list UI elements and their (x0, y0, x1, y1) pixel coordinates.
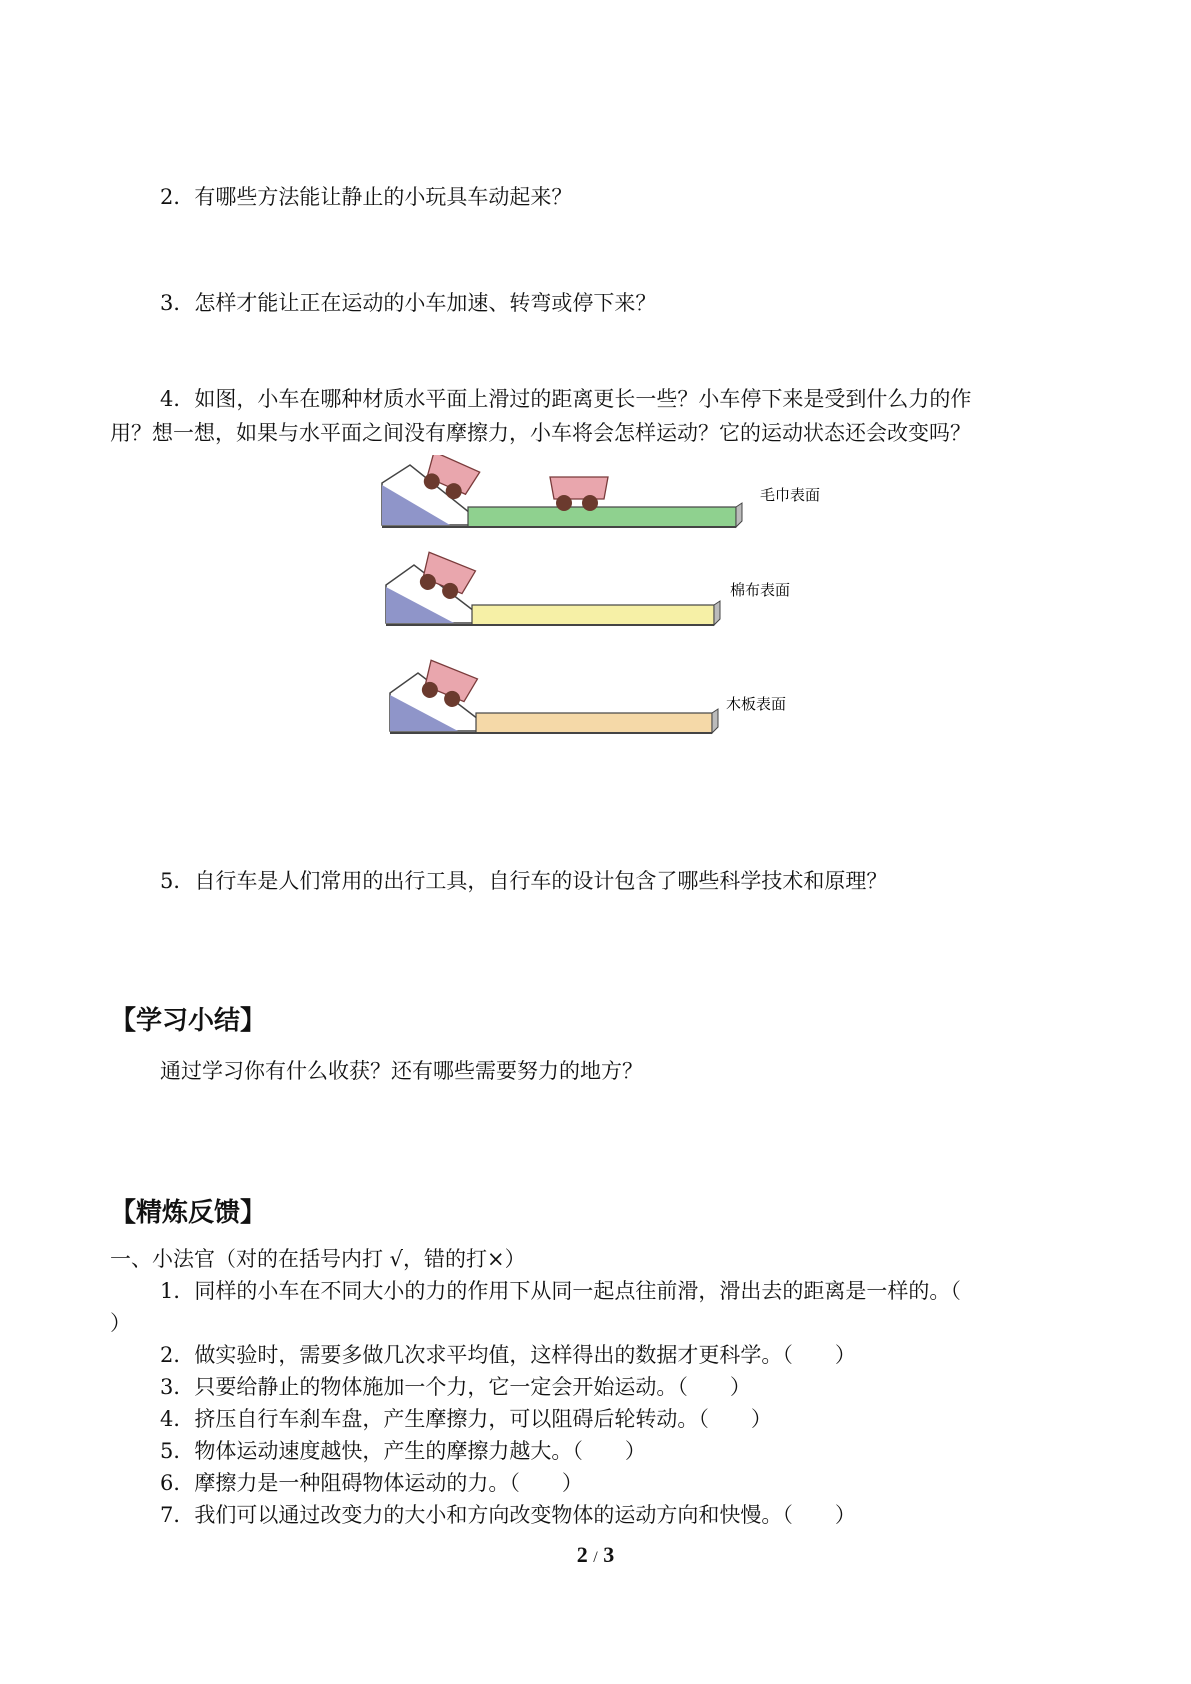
towel-surface (468, 507, 736, 527)
question-3: 3．怎样才能让正在运动的小车加速、转弯或停下来？ (160, 291, 657, 315)
question-5: 5．自行车是人们常用的出行工具，自行车的设计包含了哪些科学技术和原理？ (160, 869, 888, 893)
question-4-line-1: 4．如图，小车在哪种材质水平面上滑过的距离更长一些？小车停下来是受到什么力的作 (160, 387, 972, 411)
feedback-item: 3．只要给静止的物体施加一个力，它一定会开始运动。（ ） (160, 1375, 751, 1399)
feedback-item-1-line-2: ） (110, 1311, 131, 1335)
towel-car-stopped (550, 477, 608, 511)
cotton-label: 棉布表面 (730, 581, 791, 599)
wood-surface (476, 713, 712, 733)
total-pages: 3 (603, 1542, 615, 1567)
feedback-heading: 【精炼反馈】 (110, 1198, 267, 1228)
feedback-item: 5．物体运动速度越快，产生的摩擦力越大。（ ） (160, 1439, 646, 1463)
question-2: 2．有哪些方法能让静止的小玩具车动起来？ (160, 185, 573, 209)
friction-surfaces-figure (380, 455, 860, 745)
wood-row (390, 660, 786, 733)
summary-heading: 【学习小结】 (110, 1006, 267, 1036)
wood-label: 木板表面 (726, 695, 787, 713)
current-page: 2 (576, 1542, 588, 1567)
feedback-item: 4．挤压自行车刹车盘，产生摩擦力，可以阻碍后轮转动。（ ） (160, 1407, 772, 1431)
towel-label: 毛巾表面 (760, 486, 821, 504)
feedback-item: 6．摩擦力是一种阻碍物体运动的力。（ ） (160, 1471, 583, 1495)
question-4-line-2: 用？想一想，如果与水平面之间没有摩擦力，小车将会怎样运动？它的运动状态还会改变吗？ (110, 421, 971, 445)
feedback-section-title: 一、小法官（对的在括号内打 √，错的打×） (110, 1247, 526, 1271)
cotton-row (386, 552, 790, 625)
feedback-item-1-line-1: 1．同样的小车在不同大小的力的作用下从同一起点往前滑，滑出去的距离是一样的。（ (160, 1279, 961, 1303)
feedback-item: 2．做实验时，需要多做几次求平均值，这样得出的数据才更科学。（ ） (160, 1343, 856, 1367)
page-separator: / (593, 1549, 598, 1566)
feedback-item: 7．我们可以通过改变力的大小和方向改变物体的运动方向和快慢。（ ） (160, 1503, 856, 1527)
page-number (0, 1542, 1191, 1568)
cotton-surface (472, 605, 714, 625)
towel-row (382, 455, 820, 527)
summary-prompt: 通过学习你有什么收获？还有哪些需要努力的地方？ (160, 1059, 643, 1083)
